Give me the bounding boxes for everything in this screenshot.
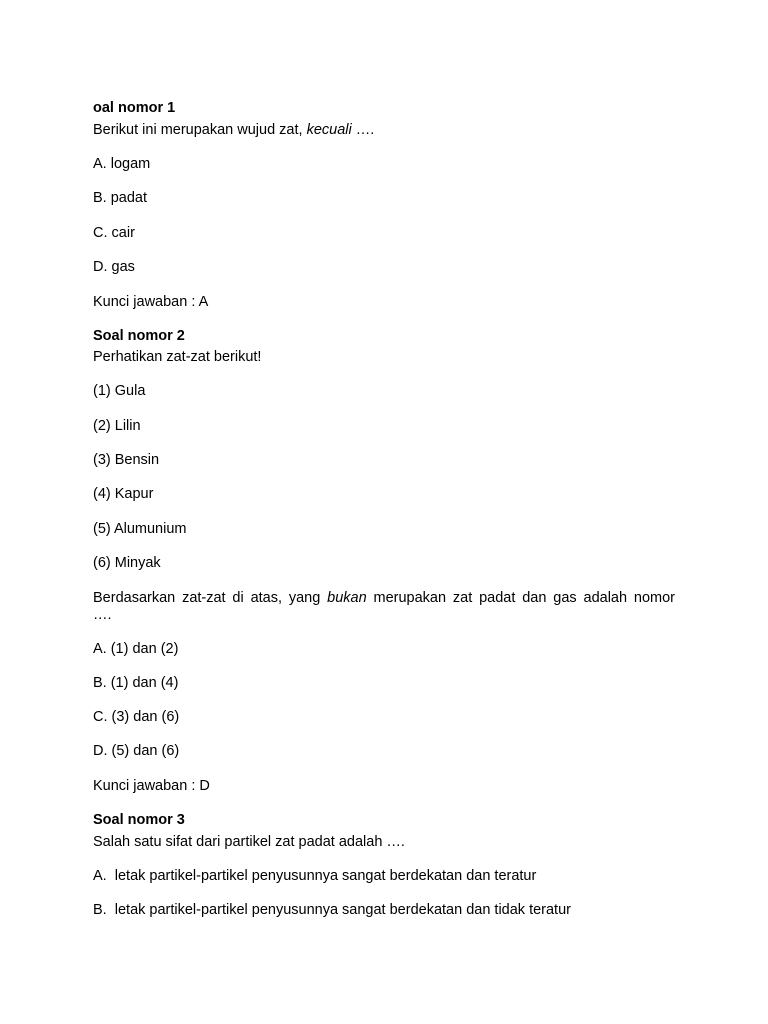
question-2-item-2: (2) Lilin [93,418,141,434]
stem-word: dan [522,590,547,606]
question-2-item-6: (6) Minyak [93,555,161,571]
question-3-stem: Salah satu sifat dari partikel zat padat adalah …. [93,834,405,850]
stem-word: merupakan [373,590,447,606]
question-1-option-d: D. gas [93,259,135,275]
question-2-stem [93,590,675,607]
stem-word: adalah [583,590,628,606]
question-3-option-b: B. letak partikel-partikel penyusunnya sangat berdekatan dan tidak teratur [93,902,571,918]
question-2-stem-end: …. [93,607,112,623]
question-1-answer-key: Kunci jawaban : A [93,294,209,310]
question-1-option-c: C. cair [93,225,135,241]
question-1-stem-text: Berikut ini merupakan wujud zat, [93,122,307,138]
question-1-option-a: A. logam [93,156,151,172]
question-1-heading: oal nomor 1 [93,100,176,116]
question-3-option-a: A. letak partikel-partikel penyusunnya sangat berdekatan dan teratur [93,868,537,884]
question-2-item-4: (4) Kapur [93,486,154,502]
question-1-stem-end: …. [351,122,375,138]
stem-word: atas, [250,590,282,606]
question-2-heading: Soal nomor 2 [93,328,185,344]
question-2-option-a: A. (1) dan (2) [93,641,179,657]
stem-word: nomor [633,590,675,606]
stem-word: gas [553,590,577,606]
stem-word: Berdasarkan [93,590,176,606]
question-2-item-1: (1) Gula [93,383,146,399]
stem-emphasis: bukan [327,590,367,606]
stem-word: zat [452,590,473,606]
question-2-item-5: (5) Alumunium [93,521,187,537]
question-3-heading: Soal nomor 3 [93,812,185,828]
question-2-intro: Perhatikan zat-zat berikut! [93,349,262,365]
question-2-option-b: B. (1) dan (4) [93,675,179,691]
question-2-answer-key: Kunci jawaban : D [93,778,210,794]
stem-word: yang [288,590,321,606]
question-2-option-d: D. (5) dan (6) [93,743,180,759]
stem-word: zat-zat [182,590,226,606]
question-1-stem-emphasis: kecuali [306,122,352,138]
stem-word: padat [479,590,516,606]
question-1-option-b: B. padat [93,190,148,206]
question-1-stem [93,122,374,139]
question-2-option-c: C. (3) dan (6) [93,709,180,725]
stem-word: di [232,590,244,606]
question-2-item-3: (3) Bensin [93,452,160,468]
